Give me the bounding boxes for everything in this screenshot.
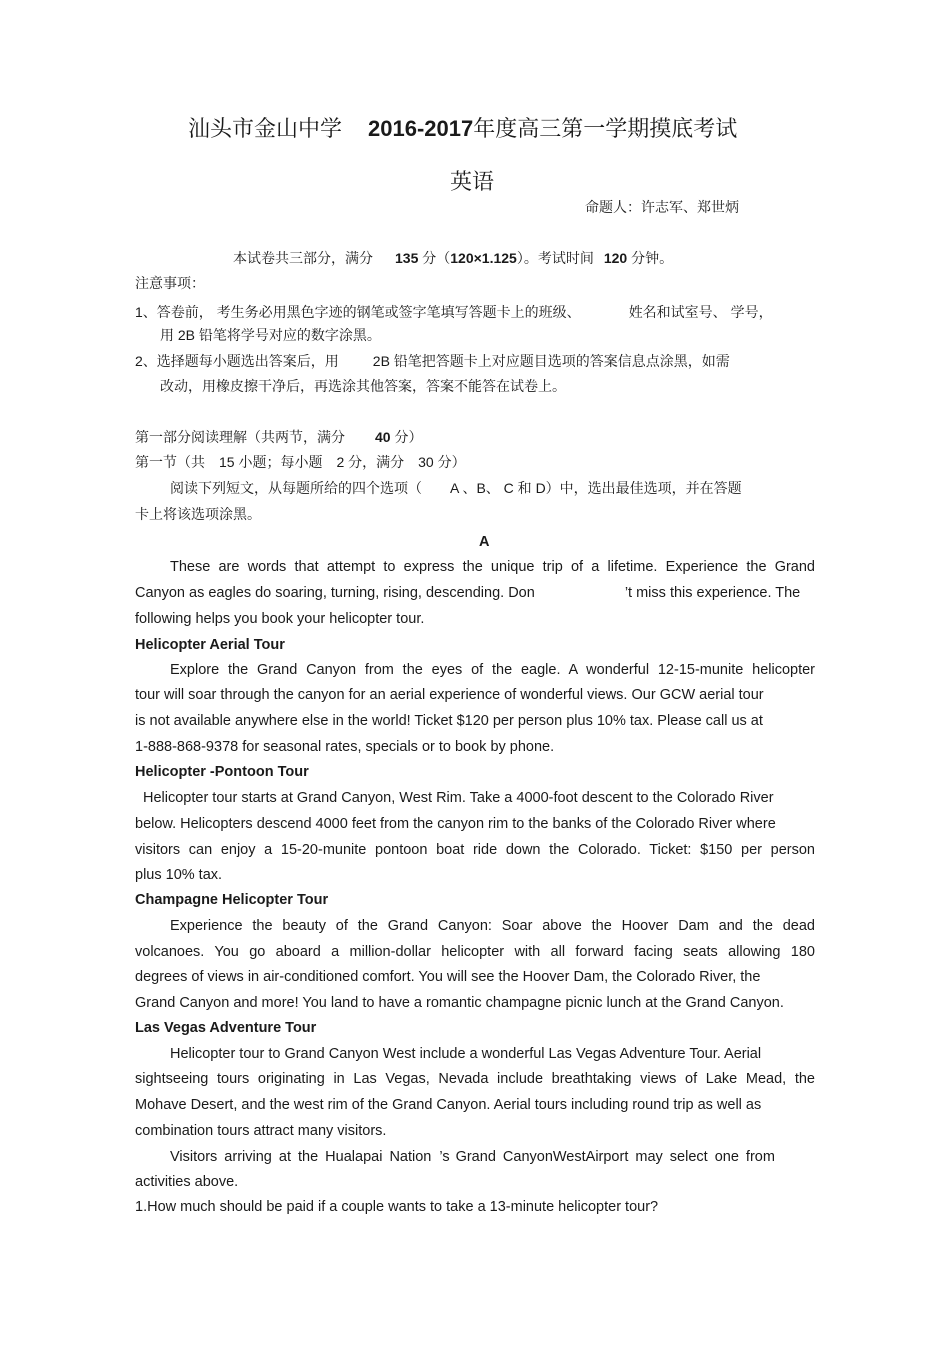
school-name: 汕头市金山中学 [188,116,343,141]
part-score: 40 [375,429,391,445]
exam-time: 120 [603,250,628,266]
passage-text: Canyon as eagles do soaring, turning, rising, descending. Don [135,585,535,601]
total-score: 135 [395,250,419,266]
passage-line [135,584,800,602]
passage-line: 1-888-868-9378 for seasonal rates, specials or to book by phone. [135,739,555,755]
note-2 [135,352,730,370]
info-text: ）。考试时间 [516,250,594,266]
passage-text: Grand CanyonWestAirport may select one from [455,1149,775,1165]
question-1: 1.How much should be paid if a couple wants to take a 13-minute helicopter tour? [135,1199,659,1215]
passage-line: degrees of views in air-conditioned comfort. You will see the Hoover Dam, the Colorado River, the [135,969,761,985]
passage-line: activities above. [135,1174,239,1190]
passage-line [135,610,424,628]
passage-line: below. Helicopters descend 4000 feet from the canyon rim to the banks of the Colorado River where [135,816,776,832]
exam-title [188,116,737,142]
apostrophe: ’ [624,585,629,601]
info-text: 分（ [422,250,451,266]
passage-line: Experience the beauty of the Grand Canyon: Soar above the Hoover Dam and the dead [170,918,815,934]
instructions: 阅读下列短文，从每题所给的四个选项（ A 、B、 C 和 D）中，选出最佳选项，并在答题 [170,480,742,496]
heading-text: 分） [394,429,423,445]
passage-line: These are words that attempt to express the unique trip of a lifetime. Experience the Grand [170,559,815,575]
passage-line: tour will soar through the canyon for an aerial experience of wonderful views. Our GCW aerial tour [135,687,764,703]
authors: 命题人：许志军、郑世炳 [585,199,739,215]
passage-line: visitors can enjoy a 15-20-munite pontoon boat ride down the Colorado. Ticket: $150 per person [135,842,815,858]
note-text: 2、选择题每小题选出答案后，用 [135,353,339,369]
passage-line [170,1148,775,1166]
note-text: 姓名和试室号、 学号， [628,304,773,320]
section-heading: 第一节（共 15 小题；每小题 2 分，满分 30 分） [135,454,466,470]
passage-line: volcanoes. You go aboard a million-dollar helicopter with all forward facing seats allowing 180 [135,944,815,960]
exam-info [233,249,673,267]
passage-line: Mohave Desert, and the west rim of the Grand Canyon. Aerial tours including round trip as well as [135,1097,762,1113]
score-formula: 120×1.125 [450,250,517,266]
tour-heading: Champagne Helicopter Tour [135,892,329,908]
school-year: 2016-2017 [368,116,474,141]
tour-heading: Las Vegas Adventure Tour [135,1020,317,1036]
notes-heading: 注意事项： [135,275,205,291]
passage-line: Helicopter tour starts at Grand Canyon, West Rim. Take a 4000-foot descent to the Colorado River [143,790,774,806]
passage-line: is not available anywhere else in the world! Ticket $120 per person plus 10% tax. Please call us at [135,713,763,729]
note-2-cont: 改动，用橡皮擦干净后，再选涂其他答案，答案不能答在试卷上。 [160,378,566,394]
passage-text: following [135,611,192,627]
passage-line: plus 10% tax. [135,867,223,883]
passage-line: combination tours attract many visitors. [135,1123,387,1139]
info-text: 本试卷共三部分，满分 [233,250,373,266]
part1-heading [135,428,422,446]
passage-text: Visitors arriving at the Hualapai Nation [170,1149,432,1165]
subject-title: 英语 [450,169,495,194]
tour-heading: Helicopter Aerial Tour [135,637,285,653]
passage-text: helps you book your helicopter tour. [195,611,425,627]
passage-line: Explore the Grand Canyon from the eyes of the eagle. A wonderful 12-15-munite helicopter [170,662,815,678]
possessive: ’s [439,1149,450,1165]
info-text: 分钟。 [631,250,674,266]
passage-line: Grand Canyon and more! You land to have a romantic champagne picnic lunch at the Grand Canyon. [135,995,784,1011]
tour-heading: Helicopter -Pontoon Tour [135,764,309,780]
passage-text: t miss [628,585,666,601]
passage-label: A [479,534,490,550]
note-text: 2B 铅笔把答题卡上对应题目选项的答案信息点涂黑，如需 [372,353,730,369]
note-text: 1、答卷前， 考生务必用黑色字迹的钢笔或签字笔填写答题卡上的班级、 [135,304,581,320]
passage-line: Helicopter tour to Grand Canyon West include a wonderful Las Vegas Adventure Tour. Aerial [170,1046,762,1062]
passage-line: sightseeing tours originating in Las Vegas, Nevada include breathtaking views of Lake Mead, the [135,1071,815,1087]
exam-name: 年度高三第一学期摸底考试 [473,116,738,141]
instructions-cont: 卡上将该选项涂黑。 [135,506,261,522]
passage-text: this experience. The [669,585,801,601]
heading-text: 第一部分阅读理解（共两节，满分 [135,429,345,445]
note-1-cont: 用 2B 铅笔将学号对应的数字涂黑。 [160,327,381,343]
note-1 [135,303,773,321]
